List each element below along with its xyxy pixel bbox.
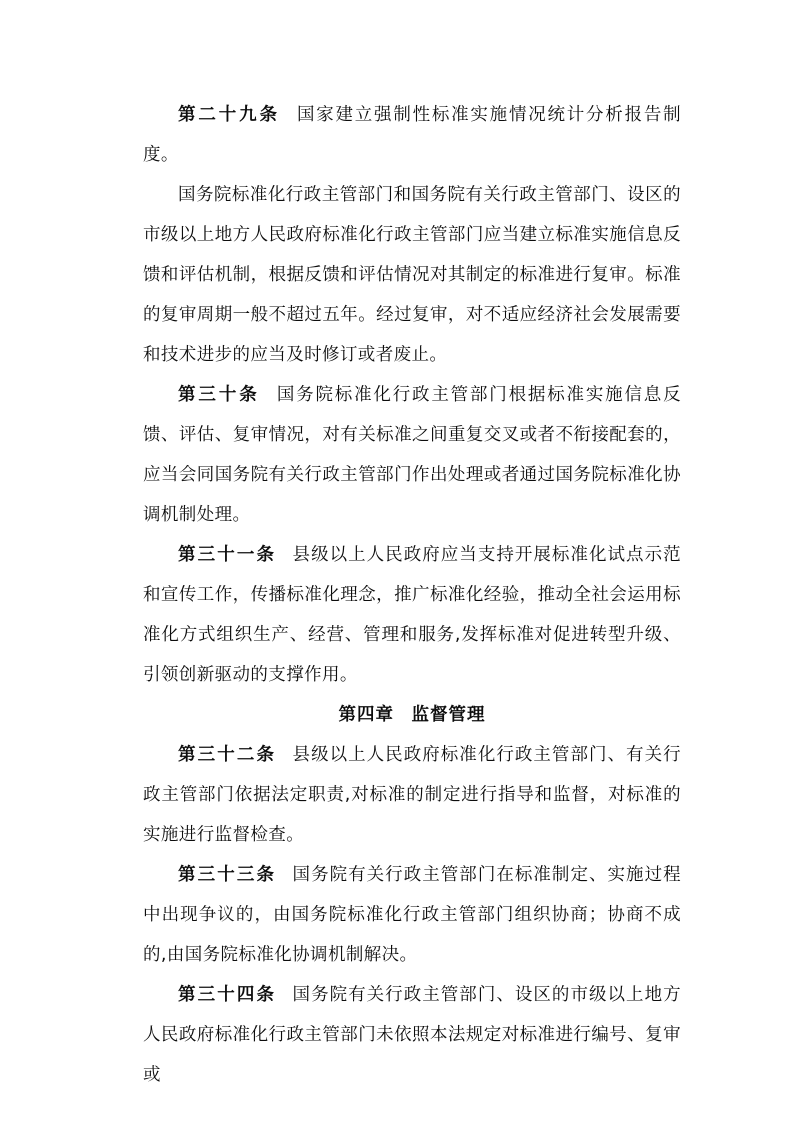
chapter-number: 第四章 xyxy=(338,705,394,725)
article-paragraph xyxy=(143,375,681,535)
article-text: 国务院有关行政主管部门、设区的市级以上地方人民政府标准化行政主管部门未依照本法规定对标准进行编号、复审或 xyxy=(143,985,682,1085)
article-paragraph xyxy=(143,735,681,855)
article-text: 国务院有关行政主管部门在标准制定、实施过程中出现争议的，由国务院标准化行政主管部门组织协商；协商不成的,由国务院标准化协调机制解决。 xyxy=(143,865,682,965)
article-number: 第三十二条 xyxy=(178,745,277,765)
article-paragraph xyxy=(143,95,681,175)
article-text: 国务院标准化行政主管部门根据标准实施信息反馈、评估、复审情况，对有关标准之间重复交叉或者不衔接配套的，应当会同国务院有关行政主管部门作出处理或者通过国务院标准化协调机制处理。 xyxy=(143,385,681,525)
document-body xyxy=(143,95,681,1095)
chapter-title: 监督管理 xyxy=(411,705,486,725)
article-paragraph xyxy=(143,975,681,1095)
article-number: 第三十条 xyxy=(178,385,260,405)
chapter-heading xyxy=(143,695,681,735)
article-number: 第三十一条 xyxy=(178,545,277,565)
article-text: 县级以上人民政府标准化行政主管部门、有关行政主管部门依据法定职责,对标准的制定进行指导和监督，对标准的实施进行监督检查。 xyxy=(143,745,682,845)
article-text: 县级以上人民政府应当支持开展标准化试点示范和宣传工作，传播标准化理念，推广标准化经验，推动全社会运用标准化方式组织生产、经营、管理和服务,发挥标准对促进转型升级、引领创新驱动的支撑作用。 xyxy=(143,545,682,685)
article-number: 第二十九条 xyxy=(178,105,280,125)
article-text: 国家建立强制性标准实施情况统计分析报告制度。 xyxy=(143,105,682,165)
article-number: 第三十三条 xyxy=(178,865,277,885)
body-paragraph xyxy=(143,175,681,375)
article-paragraph xyxy=(143,855,681,975)
article-paragraph xyxy=(143,535,681,695)
article-number: 第三十四条 xyxy=(178,985,277,1005)
paragraph-text: 国务院标准化行政主管部门和国务院有关行政主管部门、设区的市级以上地方人民政府标准化行政主管部门应当建立标准实施信息反馈和评估机制，根据反馈和评估情况对其制定的标准进行复审。标准的复审周期一般不超过五年。经过复审，对不适应经济社会发展需要和技术进步的应当及时修订或者废止。 xyxy=(143,185,681,365)
